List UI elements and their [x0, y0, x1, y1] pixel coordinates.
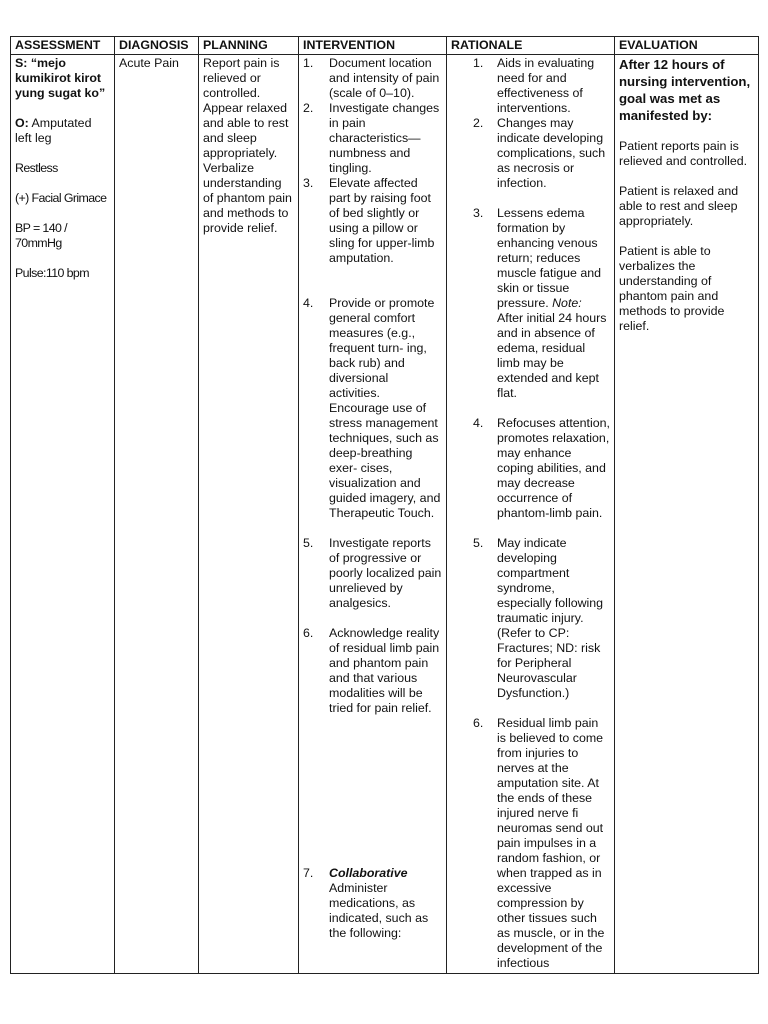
- rationale-item: [451, 116, 610, 191]
- collaborative-label: Collaborative: [329, 866, 408, 880]
- item-number: 6.: [473, 716, 484, 730]
- diagnosis-text: Acute Pain: [119, 56, 179, 70]
- item-number: 5.: [473, 536, 484, 550]
- item-text: Elevate affected part by raising foot of bed slightly or using a pillow or sling for upper-limb amputation.: [329, 176, 435, 265]
- planning-text: Report pain is relieved or controlled. Appear relaxed and able to rest and sleep appropriately. Verbalize understanding of phantom pain and methods to provide relief.: [203, 56, 292, 235]
- pulse-rate: Pulse:110 bpm: [15, 266, 89, 280]
- evaluation-heading: After 12 hours of nursing intervention, goal was met as manifested by:: [619, 57, 751, 123]
- item-text: Residual limb pain is believed to come from injuries to nerves at the amputation site. At the ends of these injured nerve fi neuromas send out pain impulses in a random fashion, or when trapped as in excessive compression by other tissues such as muscle, or in the development of the infectious: [497, 716, 605, 970]
- item-spacer: [451, 191, 610, 206]
- rationale-item: [451, 716, 610, 971]
- evaluation-header: EVALUATION: [615, 37, 759, 55]
- rationale-cell: [447, 55, 615, 974]
- item-text: Acknowledge reality of residual limb pain and phantom pain and that various modalities will be tried for pain relief.: [329, 626, 440, 715]
- diagnosis-header: DIAGNOSIS: [115, 37, 199, 55]
- item-text: Provide or promote general comfort measures (e.g., frequent turn- ing, back rub) and diversional activities. Encourage use of stress management techniques, such as deep-breathing exer- cises, visualization and guided imagery, and Therapeutic Touch.: [329, 296, 441, 520]
- nursing-care-plan-table: [10, 36, 759, 974]
- item-text: Administer medications, as indicated, such as the following:: [329, 881, 429, 940]
- objective-line: [15, 116, 110, 146]
- item-text: Refocuses attention, promotes relaxation, may enhance coping abilities, and may decrease occurrence of phantom-limb pain.: [497, 416, 610, 520]
- assessment-cell: [11, 55, 115, 974]
- rationale-item: [451, 536, 610, 701]
- item-spacer: [451, 401, 610, 416]
- rationale-item: [451, 56, 610, 116]
- item-text: Investigate reports of progressive or poorly localized pain unrelieved by analgesics.: [329, 536, 442, 610]
- rationale-list: [451, 56, 610, 971]
- item-number: 3.: [473, 206, 484, 220]
- item-text: Investigate changes in pain characteristics—numbness and tingling.: [329, 101, 440, 175]
- care-plan-row: [11, 55, 759, 974]
- item-text: Document location and intensity of pain (scale of 0–10).: [329, 56, 440, 100]
- item-number: 6.: [303, 626, 314, 640]
- item-spacer: [451, 521, 610, 536]
- intervention-item: [303, 626, 442, 716]
- planning-header: PLANNING: [199, 37, 299, 55]
- assessment-header: ASSESSMENT: [11, 37, 115, 55]
- item-number: 5.: [303, 536, 314, 550]
- note-text: After initial 24 hours and in absence of edema, residual limb may be extended and kept flat.: [497, 311, 607, 400]
- intervention-list: [303, 56, 442, 941]
- rationale-header: RATIONALE: [447, 37, 615, 55]
- item-number: 2.: [303, 101, 314, 115]
- item-text: May indicate developing compartment syndrome, especially following traumatic injury. (Refer to CP: Fractures; ND: risk for Peripheral Neurovascular Dysfunction.): [497, 536, 604, 700]
- item-spacer: [303, 611, 442, 626]
- evaluation-item: Patient is relaxed and able to rest and sleep appropriately.: [619, 184, 739, 228]
- rationale-item: [451, 416, 610, 521]
- item-spacer: [303, 521, 442, 536]
- intervention-item: [303, 176, 442, 266]
- item-number: 3.: [303, 176, 314, 190]
- intervention-item: [303, 296, 442, 521]
- item-number: 4.: [473, 416, 484, 430]
- objective-value: Amputated left leg: [15, 116, 92, 145]
- intervention-header: INTERVENTION: [299, 37, 447, 55]
- item-text: Aids in evaluating need for and effectiveness of interventions.: [497, 56, 595, 115]
- item-number: 1.: [303, 56, 314, 70]
- facial-grimace-finding: (+) Facial Grimace: [15, 191, 107, 205]
- restless-finding: Restless: [15, 161, 58, 175]
- item-number: 7.: [303, 866, 314, 880]
- intervention-item: [303, 536, 442, 611]
- intervention-item: [303, 866, 442, 941]
- item-number: 4.: [303, 296, 314, 310]
- item-number: 1.: [473, 56, 484, 70]
- item-text: Lessens edema formation by enhancing venous return; reduces muscle fatigue and skin or tissue pressure.: [497, 206, 602, 310]
- item-number: 2.: [473, 116, 484, 130]
- intervention-item: [303, 101, 442, 176]
- blood-pressure: BP = 140 / 70mmHg: [15, 221, 67, 250]
- item-spacer: [451, 701, 610, 716]
- subjective-statement: S: “mejo kumikirot kirot yung sugat ko”: [15, 56, 106, 100]
- evaluation-cell: [615, 55, 759, 974]
- rationale-item: [451, 206, 610, 401]
- intervention-item: [303, 56, 442, 101]
- evaluation-item: Patient reports pain is relieved and controlled.: [619, 139, 748, 168]
- diagnosis-cell: [115, 55, 199, 974]
- item-spacer: [303, 266, 442, 296]
- item-spacer: [303, 716, 442, 866]
- note-label: Note:: [552, 296, 582, 310]
- header-row: [11, 37, 759, 55]
- intervention-cell: [299, 55, 447, 974]
- item-text: Changes may indicate developing complications, such as necrosis or infection.: [497, 116, 606, 190]
- objective-label: O:: [15, 116, 29, 130]
- planning-cell: [199, 55, 299, 974]
- evaluation-item: Patient is able to verbalizes the understanding of phantom pain and methods to provide relief.: [619, 244, 725, 333]
